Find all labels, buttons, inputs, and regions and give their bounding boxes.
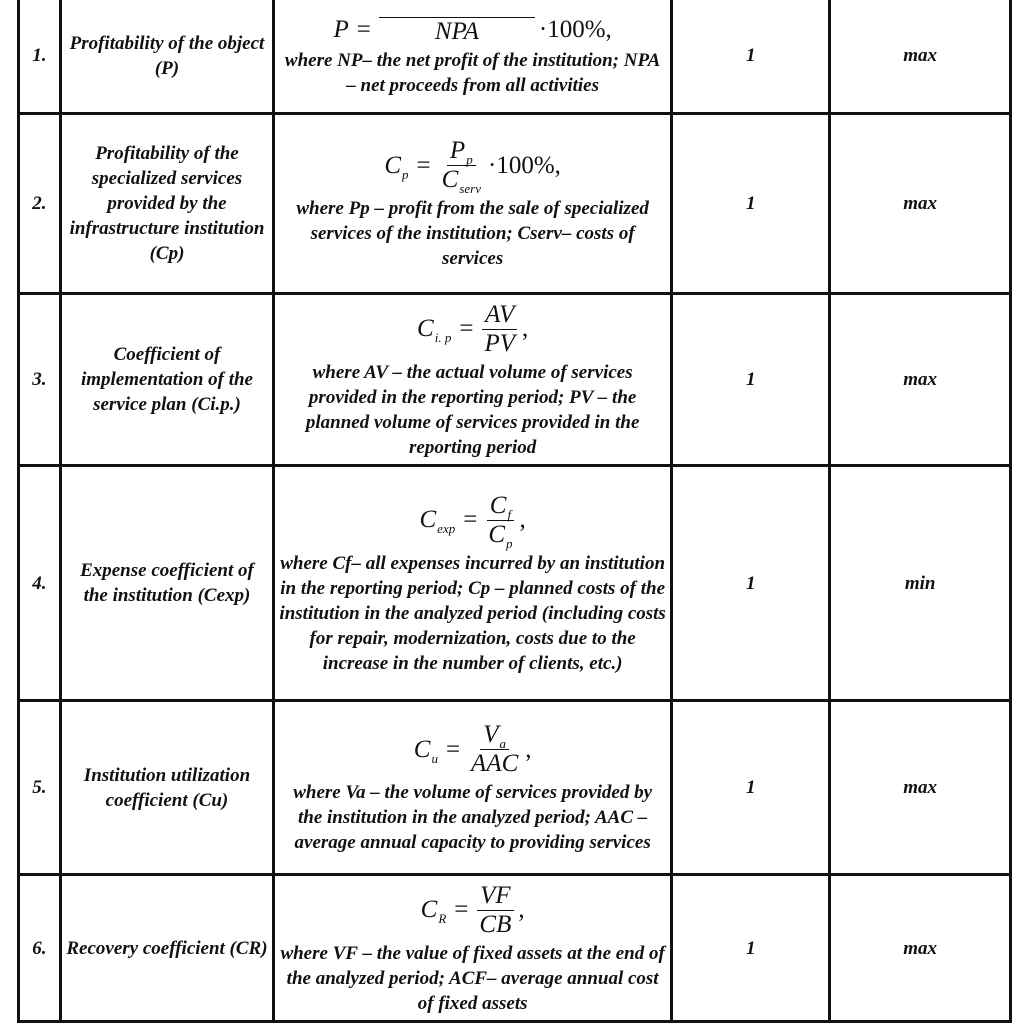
formula-numerator: P [449, 137, 466, 164]
weight-value: 1 [672, 466, 830, 701]
row-number: 4. [19, 466, 61, 701]
formula-lhs: C [413, 735, 431, 763]
formula-tail: , [521, 315, 529, 342]
formula-numerator: C [489, 491, 507, 519]
formula-denominator-sub: p [506, 535, 513, 551]
direction-value: min [830, 466, 1011, 701]
formula-description: where VF – the value of fixed assets at the end of the analyzed period; ACF– average annual cost of fixed assets [280, 942, 665, 1014]
formula-tail: ·100%, [488, 151, 561, 179]
formula-tail: , [518, 896, 525, 923]
formula-description: where AV – the actual volume of services provided in the reporting period; PV – the planned volume of services provided in the reporting period [305, 361, 640, 458]
indicators-table-wrapper [17, 0, 1012, 1022]
formula-tail: ·100%, [538, 16, 612, 43]
formula-lhs: P [333, 16, 349, 43]
row-number: 5. [19, 701, 61, 875]
formula-lhs: C [417, 315, 434, 342]
weight-value: 1 [672, 294, 830, 466]
formula-cell [274, 466, 672, 701]
formula-tail: , [519, 506, 526, 533]
formula-description: where NP– the net profit of the institution; NPA – net proceeds from all activities [284, 50, 661, 96]
formula-denominator: C [441, 166, 459, 193]
formula-description: where Va – the volume of services provided by the institution in the analyzed period; AAC – average annual capacity to providing services [293, 782, 653, 853]
formula-description: where Pp – profit from the sale of specialized services of the institution; Cserv– costs of services [296, 198, 649, 269]
fraction [468, 722, 521, 776]
direction-value: max [830, 0, 1011, 114]
formula [421, 883, 525, 937]
formula-description: where Cf– all expenses incurred by an institution in the reporting period; Cp – planned costs of the institution in the analyzed period (including costs for repair, modernization, costs due to the increase in the number of clients, etc.) [279, 552, 666, 674]
fraction [379, 15, 535, 44]
formula-denominator: CB [479, 910, 512, 938]
weight-value: 1 [672, 701, 830, 875]
weight-value: 1 [672, 0, 830, 114]
direction-value: max [830, 701, 1011, 875]
weight-value: 1 [672, 114, 830, 294]
equals-sign: = [459, 315, 474, 342]
indicator-name: Profitability of the specialized services provided by the infrastructure institution (Cp) [60, 114, 273, 294]
formula-cell [274, 294, 672, 466]
table-row [19, 294, 1011, 466]
formula-cell [274, 875, 672, 1022]
formula-lhs: C [384, 151, 402, 179]
formula-denominator-sub: serv [459, 181, 481, 196]
formula-numerator-sub: p [466, 152, 473, 167]
row-number: 1. [19, 0, 61, 114]
formula [333, 15, 611, 44]
fraction [439, 137, 484, 196]
row-number: 3. [19, 294, 61, 466]
formula-tail: , [525, 735, 532, 763]
formula-cell [274, 701, 672, 875]
fraction [476, 883, 514, 937]
formula-numerator: AV [485, 300, 515, 328]
formula-cell [274, 0, 672, 114]
fraction [481, 302, 518, 356]
table-row [19, 0, 1011, 114]
indicators-table [17, 0, 1012, 1023]
equals-sign: = [445, 735, 461, 763]
indicator-name: Institution utilization coefficient (Cu) [60, 701, 273, 875]
row-number: 6. [19, 875, 61, 1022]
formula-denominator: PV [484, 329, 515, 357]
indicator-name: Profitability of the object (P) [60, 0, 273, 114]
formula [417, 302, 528, 356]
formula-denominator: AAC [471, 750, 519, 777]
formula-lhs-sub: u [431, 750, 438, 766]
formula-lhs-sub: exp [437, 521, 456, 536]
formula-lhs: C [420, 896, 438, 923]
table-row [19, 875, 1011, 1022]
indicator-name: Expense coefficient of the institution (Cexp) [60, 466, 273, 701]
formula-numerator: V [483, 721, 499, 748]
formula [384, 137, 561, 196]
formula-numerator: VF [480, 881, 511, 909]
formula-denominator: NPA [434, 18, 479, 45]
formula [414, 722, 532, 776]
fraction [485, 491, 515, 551]
formula-lhs-sub: R [438, 911, 447, 926]
formula-lhs-sub: p [402, 166, 409, 182]
table-row [19, 701, 1011, 875]
equals-sign: = [356, 16, 371, 43]
equals-sign: = [416, 151, 431, 179]
formula-cell [274, 114, 672, 294]
table-row [19, 466, 1011, 701]
direction-value: max [830, 294, 1011, 466]
table-row [19, 114, 1011, 294]
formula [419, 491, 526, 551]
equals-sign: = [454, 896, 469, 923]
direction-value: max [830, 114, 1011, 294]
row-number: 2. [19, 114, 61, 294]
formula-denominator: C [488, 520, 506, 548]
indicator-name: Coefficient of implementation of the service plan (Ci.p.) [60, 294, 273, 466]
direction-value: max [830, 875, 1011, 1022]
formula-lhs: C [419, 506, 437, 533]
equals-sign: = [463, 506, 478, 533]
formula-lhs-sub: i. p [434, 330, 452, 345]
weight-value: 1 [672, 875, 830, 1022]
indicator-name: Recovery coefficient (CR) [60, 875, 273, 1022]
formula-numerator-sub: f [507, 506, 512, 522]
formula-numerator-sub: a [499, 736, 507, 751]
